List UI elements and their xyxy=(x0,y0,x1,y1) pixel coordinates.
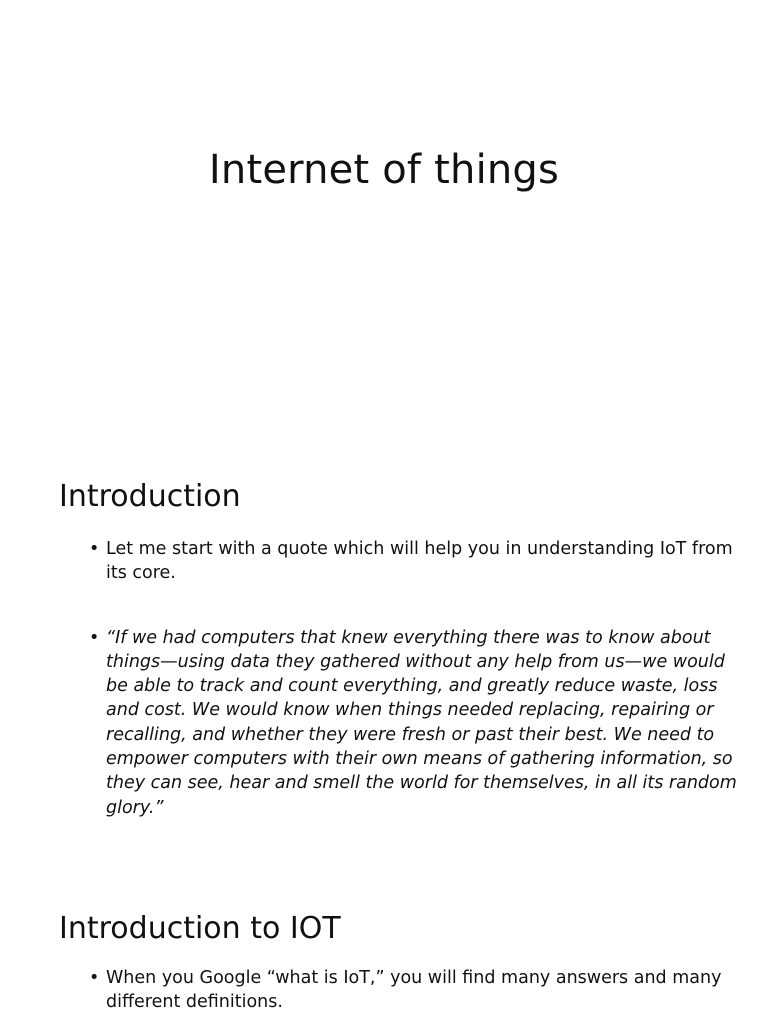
list-item xyxy=(59,966,749,1015)
bullet-marker: • xyxy=(89,968,100,988)
bullet-text: When you Google “what is IoT,” you will find many answers and many different definitions. xyxy=(106,968,722,1013)
introduction-to-iot-section xyxy=(59,909,749,1015)
quote-item xyxy=(59,626,749,820)
list-item xyxy=(59,537,749,586)
bullet-marker: • xyxy=(89,539,100,559)
bullet-marker: • xyxy=(89,627,100,648)
bullet-list xyxy=(59,537,749,820)
introduction-section xyxy=(59,477,749,820)
bullet-list xyxy=(59,966,749,1015)
quote-text: “If we had computers that knew everything there was to know about things—using data they gathered without any help from us—we would be able to track and count everything, and greatly reduce waste, loss and cost. We would know when things needed replacing, repairing or recalling, and whether they were fresh or past their best. We need to empower computers with their own means of gathering information, so they can see, hear and smell the world for themselves, in all its random glory.” xyxy=(106,627,737,818)
section-heading-introduction-to-iot: Introduction to IOT xyxy=(59,911,341,946)
section-heading-introduction: Introduction xyxy=(59,479,241,514)
bullet-text: Let me start with a quote which will help you in understanding IoT from its core. xyxy=(106,539,733,584)
page-title: Internet of things xyxy=(208,147,560,193)
